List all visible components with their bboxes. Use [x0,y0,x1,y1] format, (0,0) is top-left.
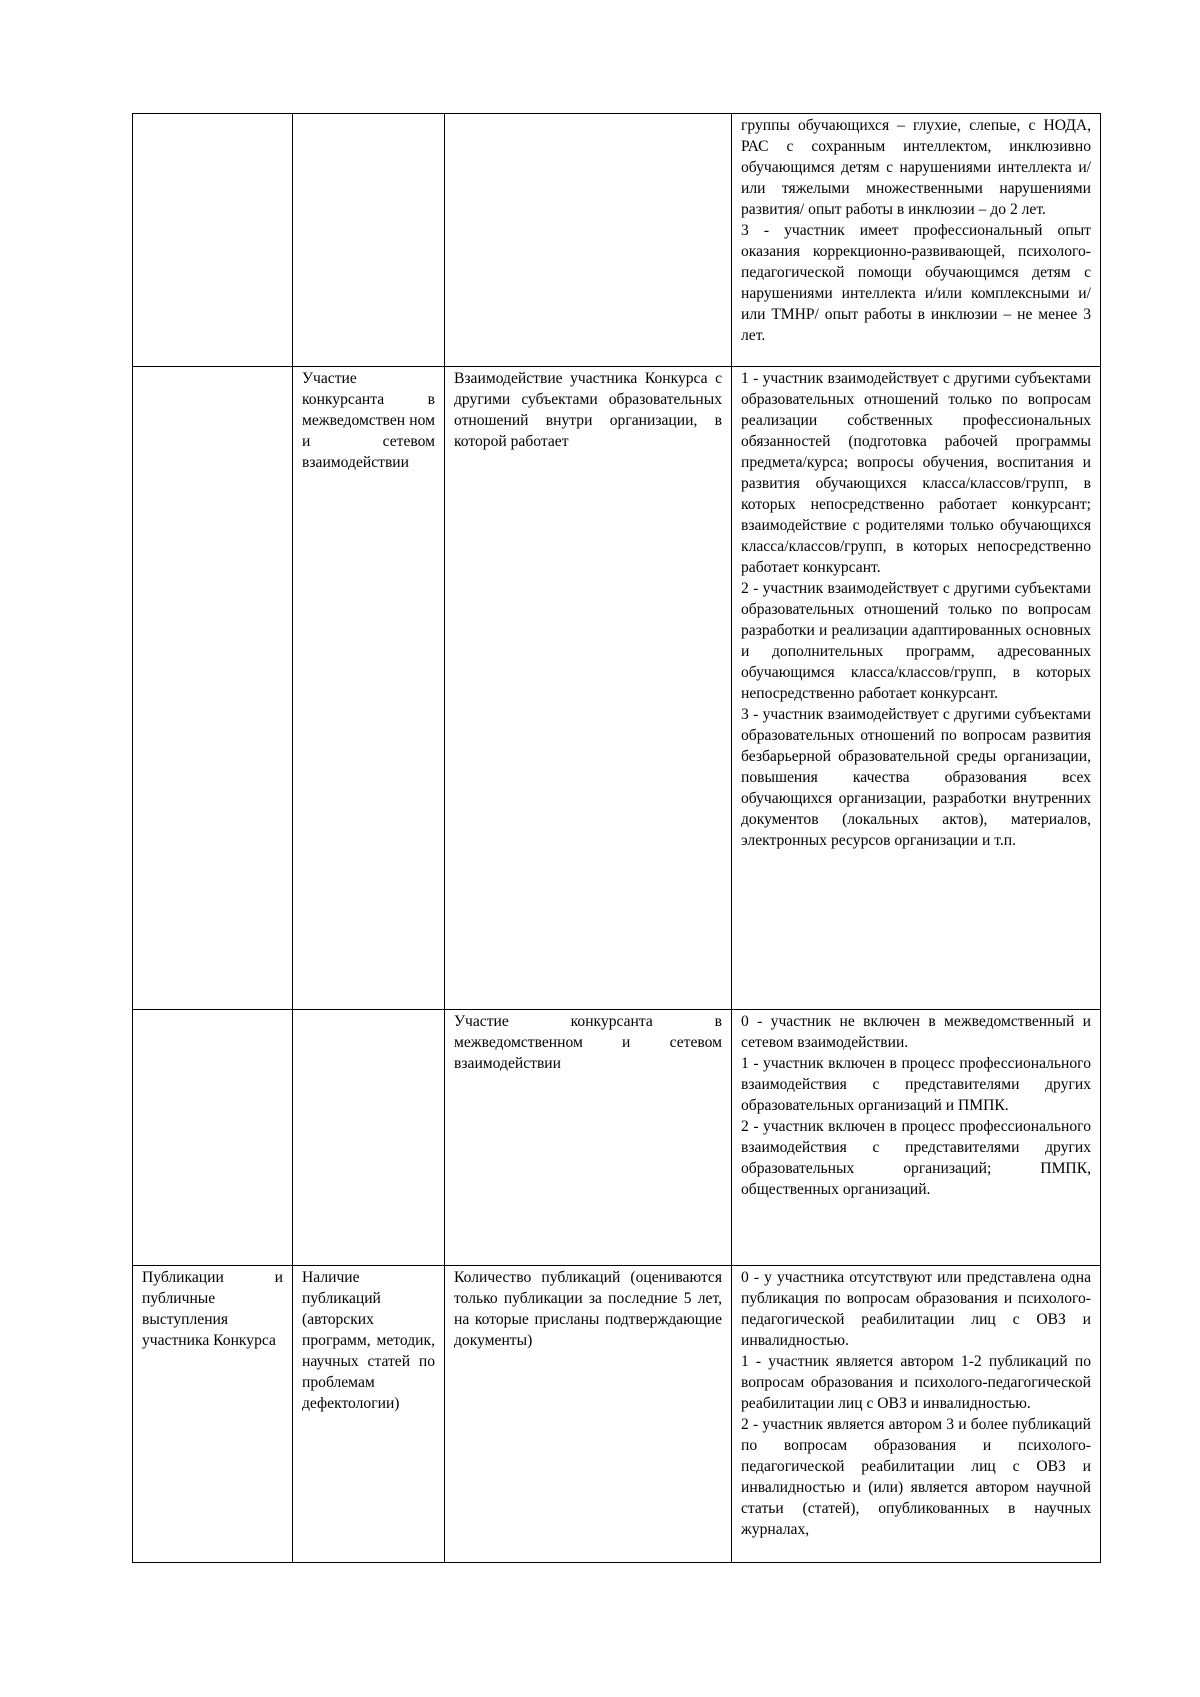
table-cell: Наличие публикаций (авторских программ, методик, научных статей по проблемам дефектологии) [293,1266,445,1563]
cell-paragraph: 0 - у участника отсутствуют или представлена одна публикация по вопросам образования и психолого-педагогической реабилитации лиц с ОВЗ и инвалидностью. [741,1269,1091,1349]
cell-paragraph: 2 - участник включен в процесс профессионального взаимодействия с представителями других образовательных организаций; ПМПК, общественных организаций. [741,1118,1091,1198]
cell-paragraph: 0 - участник не включен в межведомственный и сетевом взаимодействии. [741,1013,1091,1051]
cell-paragraph: 1 - участник включен в процесс профессионального взаимодействия с представителями других образовательных организаций и ПМПК. [741,1055,1091,1114]
cell-paragraph: 2 - участник взаимодействует с другими субъектами образовательных отношений только по вопросам разработки и реализации адаптированных основных и дополнительных программ, адресованных обучающимся класса/классов/групп, в которых непосредственно работает конкурсант. [741,580,1091,702]
table-cell [133,1010,293,1266]
cell-paragraph: 1 - участник взаимодействует с другими субъектами образовательных отношений только по вопросам реализации собственных профессиональных обязанностей (подготовка рабочей программы предмета/курса; вопросы обучения, воспитания и развития обучающихся класса/классов/групп, в которых непосредственно работает конкурсант; взаимодействие с родителями только обучающихся класса/классов/групп, в которых непосредственно работает конкурсант. [741,370,1091,576]
table-cell [133,367,293,1010]
table-cell [732,1010,1101,1266]
table-cell: Взаимодействие участника Конкурса с другими субъектами образовательных отношений внутри организации, в которой работает [445,367,732,1010]
table-cell: Публикации и публичные выступления участника Конкурса [133,1266,293,1563]
cell-paragraph: 2 - участник является автором 3 и более публикаций по вопросам образования и психолого-педагогической реабилитации лиц с ОВЗ и инвалидностью и (или) является автором научной статьи (статей), опубликованных в научных журналах, [741,1416,1091,1538]
table-row [133,1010,1101,1266]
table-row [133,1266,1101,1563]
criteria-table [132,113,1101,1563]
table-cell [732,1266,1101,1563]
cell-paragraph: 3 - участник взаимодействует с другими субъектами образовательных отношений по вопросам развития безбарьерной образовательной среды организации, повышения качества образования всех обучающихся организации, разработки внутренних документов (локальных актов), материалов, электронных ресурсов организации и т.п. [741,706,1091,849]
cell-paragraph: группы обучающихся – глухие, слепые, с НОДА, РАС с сохранным интеллектом, инклюзивно обучающимся детям с нарушениями интеллекта и/или тяжелыми множественными нарушениями развития/ опыт работы в инклюзии – до 2 лет. [741,117,1091,218]
table-cell [732,114,1101,367]
cell-paragraph: 1 - участник является автором 1-2 публикаций по вопросам образования и психолого-педагогической реабилитации лиц с ОВЗ и инвалидностью. [741,1353,1091,1412]
table-cell: Участие конкурсанта в межведомственном и сетевом взаимодействии [445,1010,732,1266]
table-cell: Количество публикаций (оцениваются только публикации за последние 5 лет, на которые присланы подтверждающие документы) [445,1266,732,1563]
table-row [133,114,1101,367]
table-cell [293,1010,445,1266]
table-cell [133,114,293,367]
cell-paragraph: 3 - участник имеет профессиональный опыт оказания коррекционно-развивающей, психолого-педагогической помощи обучающимся детям с нарушениями интеллекта и/или комплексными и/или ТМНР/ опыт работы в инклюзии – не менее 3 лет. [741,222,1091,344]
table-cell [732,367,1101,1010]
table-cell [293,114,445,367]
table-cell: Участие конкурсанта в межведомствен ном и сетевом взаимодействии [293,367,445,1010]
table-cell [445,114,732,367]
table-row [133,367,1101,1010]
